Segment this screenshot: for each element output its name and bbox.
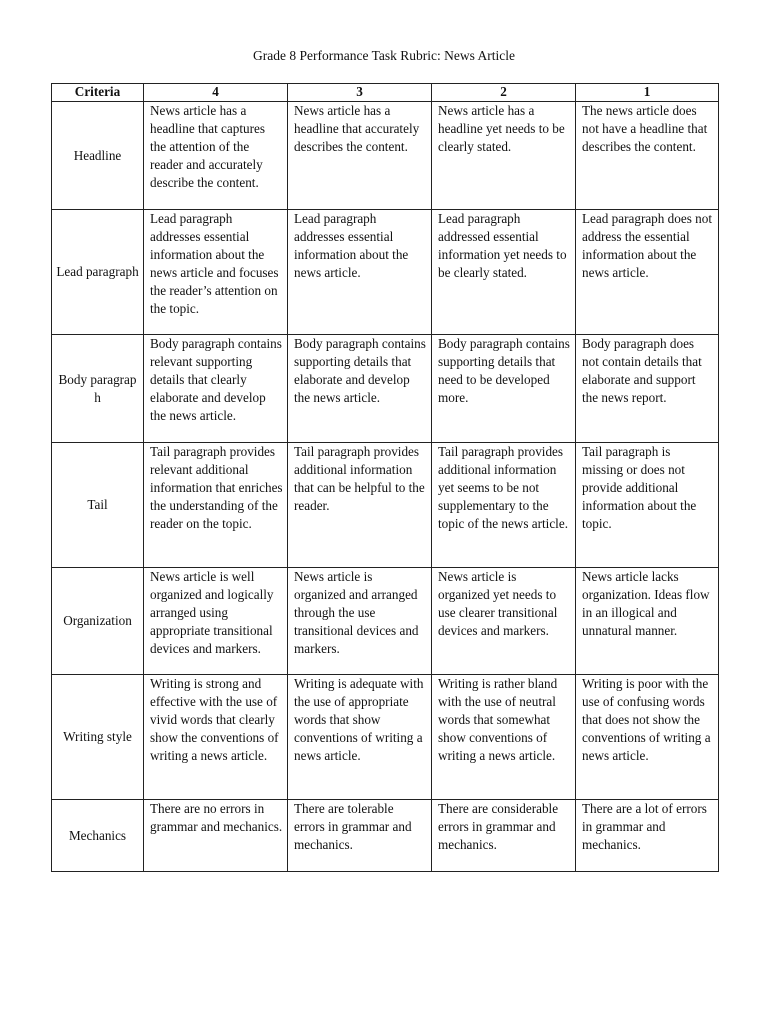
score-4-cell: Body paragraph contains relevant supporting details that clearly elaborate and develop the news article. bbox=[144, 335, 288, 443]
score-2-cell: Body paragraph contains supporting details that need to be developed more. bbox=[432, 335, 576, 443]
score-3-cell: Writing is adequate with the use of appropriate words that show conventions of writing a news article. bbox=[288, 675, 432, 800]
score-2-cell: News article is organized yet needs to use clearer transitional devices and markers. bbox=[432, 568, 576, 675]
score-3-cell: Tail paragraph provides additional information that can be helpful to the reader. bbox=[288, 443, 432, 568]
score-1-cell: News article lacks organization. Ideas flow in an illogical and unnatural manner. bbox=[576, 568, 719, 675]
score-4-cell: News article has a headline that captures the attention of the reader and accurately describe the content. bbox=[144, 102, 288, 210]
score-1-cell: Tail paragraph is missing or does not provide additional information about the topic. bbox=[576, 443, 719, 568]
score-3-cell: Lead paragraph addresses essential information about the news article. bbox=[288, 210, 432, 335]
score-4-cell: News article is well organized and logically arranged using appropriate transitional devices and markers. bbox=[144, 568, 288, 675]
score-4-cell: Lead paragraph addresses essential information about the news article and focuses the reader’s attention on the topic. bbox=[144, 210, 288, 335]
score-4-cell: There are no errors in grammar and mechanics. bbox=[144, 800, 288, 872]
criteria-cell: Organization bbox=[52, 568, 144, 675]
table-row bbox=[52, 675, 719, 800]
score-2-cell: Lead paragraph addressed essential information yet needs to be clearly stated. bbox=[432, 210, 576, 335]
header-score-4: 4 bbox=[144, 84, 288, 102]
table-row bbox=[52, 568, 719, 675]
score-3-cell: Body paragraph contains supporting details that elaborate and develop the news article. bbox=[288, 335, 432, 443]
header-score-3: 3 bbox=[288, 84, 432, 102]
criteria-cell: Writing style bbox=[52, 675, 144, 800]
rubric-table bbox=[51, 83, 719, 872]
score-1-cell: Lead paragraph does not address the essential information about the news article. bbox=[576, 210, 719, 335]
score-4-cell: Tail paragraph provides relevant additional information that enriches the understanding of the reader on the topic. bbox=[144, 443, 288, 568]
criteria-cell: Headline bbox=[52, 102, 144, 210]
criteria-cell: Body paragraph bbox=[52, 335, 144, 443]
criteria-cell: Lead paragraph bbox=[52, 210, 144, 335]
score-3-cell: There are tolerable errors in grammar and mechanics. bbox=[288, 800, 432, 872]
score-2-cell: Writing is rather bland with the use of neutral words that somewhat show conventions of writing a news article. bbox=[432, 675, 576, 800]
score-2-cell: News article has a headline yet needs to be clearly stated. bbox=[432, 102, 576, 210]
table-row bbox=[52, 102, 719, 210]
header-score-2: 2 bbox=[432, 84, 576, 102]
score-1-cell: Body paragraph does not contain details that elaborate and support the news report. bbox=[576, 335, 719, 443]
score-3-cell: News article has a headline that accurately describes the content. bbox=[288, 102, 432, 210]
criteria-cell: Mechanics bbox=[52, 800, 144, 872]
table-row bbox=[52, 210, 719, 335]
criteria-cell: Tail bbox=[52, 443, 144, 568]
header-score-1: 1 bbox=[576, 84, 719, 102]
header-row bbox=[52, 84, 719, 102]
score-3-cell: News article is organized and arranged through the use transitional devices and markers. bbox=[288, 568, 432, 675]
table-row bbox=[52, 335, 719, 443]
score-2-cell: There are considerable errors in grammar and mechanics. bbox=[432, 800, 576, 872]
header-criteria: Criteria bbox=[52, 84, 144, 102]
score-4-cell: Writing is strong and effective with the use of vivid words that clearly show the conventions of writing a news article. bbox=[144, 675, 288, 800]
document-title: Grade 8 Performance Task Rubric: News Article bbox=[253, 48, 515, 63]
table-row bbox=[52, 443, 719, 568]
score-2-cell: Tail paragraph provides additional information yet seems to be not supplementary to the topic of the news article. bbox=[432, 443, 576, 568]
table-row bbox=[52, 800, 719, 872]
score-1-cell: The news article does not have a headline that describes the content. bbox=[576, 102, 719, 210]
score-1-cell: There are a lot of errors in grammar and mechanics. bbox=[576, 800, 719, 872]
score-1-cell: Writing is poor with the use of confusing words that does not show the conventions of writing a news article. bbox=[576, 675, 719, 800]
